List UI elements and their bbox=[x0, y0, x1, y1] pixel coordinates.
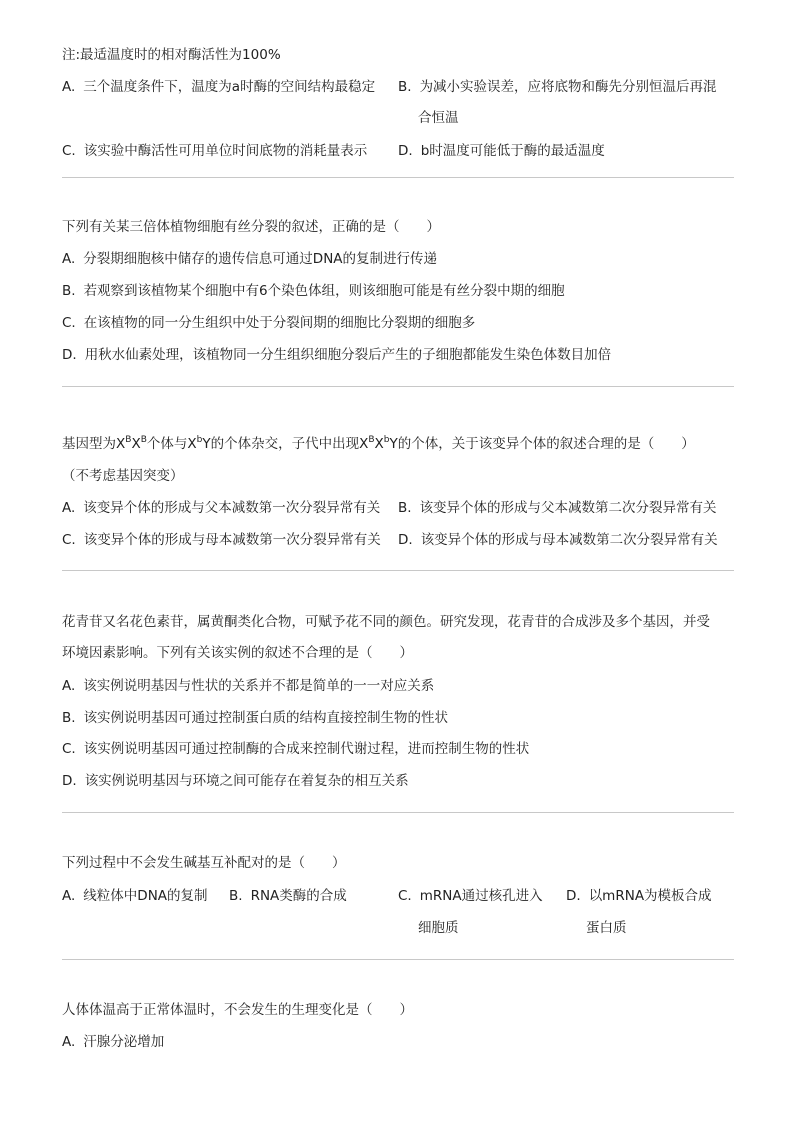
q4-option-b[interactable]: B. RNA类酶的合成 bbox=[229, 888, 347, 904]
q0-option-c[interactable]: C. 该实验中酶活性可用单位时间底物的消耗量表示 bbox=[62, 143, 368, 159]
divider bbox=[62, 570, 734, 571]
q2-option-c[interactable]: C. 该变异个体的形成与母本减数第一次分裂异常有关 bbox=[62, 532, 381, 548]
q3-stem-line1: 花青苷又名花色素苷，属黄酮类化合物，可赋予花不同的颜色。研究发现，花青苷的合成涉及多个基因，并受 bbox=[62, 614, 710, 630]
divider bbox=[62, 812, 734, 813]
divider bbox=[62, 386, 734, 387]
q3-option-b[interactable]: B. 该实例说明基因可通过控制蛋白质的结构直接控制生物的性状 bbox=[62, 710, 449, 726]
q5-stem: 人体体温高于正常体温时，不会发生的生理变化是（ ） bbox=[62, 1002, 413, 1018]
q3-option-c[interactable]: C. 该实例说明基因可通过控制酶的合成来控制代谢过程，进而控制生物的性状 bbox=[62, 741, 530, 757]
q0-option-b-cont: 合恒温 bbox=[418, 110, 459, 126]
q4-option-a[interactable]: A. 线粒体中DNA的复制 bbox=[62, 888, 208, 904]
q4-option-d-cont: 蛋白质 bbox=[586, 920, 627, 936]
q1-option-d[interactable]: D. 用秋水仙素处理，该植物同一分生组织细胞分裂后产生的子细胞都能发生染色体数目加倍 bbox=[62, 347, 612, 363]
q3-option-d[interactable]: D. 该实例说明基因与环境之间可能存在着复杂的相互关系 bbox=[62, 773, 409, 789]
q4-option-d[interactable]: D. 以mRNA为模板合成 bbox=[566, 888, 712, 904]
q0-option-b[interactable]: B. 为减小实验误差，应将底物和酶先分别恒温后再混 bbox=[398, 79, 717, 95]
q2-option-b[interactable]: B. 该变异个体的形成与父本减数第二次分裂异常有关 bbox=[398, 500, 717, 516]
q2-stem: 基因型为$X^BX^B$个体与$X^bY$的个体杂交，子代中出现$X^BX^bY$的个体，关于该变异个体的叙述合理的是（ ） bbox=[62, 435, 695, 452]
q4-option-c-cont: 细胞质 bbox=[418, 920, 459, 936]
q0-note: 注:最适温度时的相对酶活性为100% bbox=[62, 47, 281, 63]
q0-option-a[interactable]: A. 三个温度条件下，温度为a时酶的空间结构最稳定 bbox=[62, 79, 376, 95]
q3-stem-line2: 环境因素影响。下列有关该实例的叙述不合理的是（ ） bbox=[62, 645, 413, 661]
divider bbox=[62, 959, 734, 960]
q5-option-a[interactable]: A. 汗腺分泌增加 bbox=[62, 1034, 165, 1050]
divider bbox=[62, 177, 734, 178]
q4-option-c[interactable]: C. mRNA通过核孔进入 bbox=[398, 888, 543, 904]
q1-stem: 下列有关某三倍体植物细胞有丝分裂的叙述，正确的是（ ） bbox=[62, 219, 440, 235]
q1-option-c[interactable]: C. 在该植物的同一分生组织中处于分裂间期的细胞比分裂期的细胞多 bbox=[62, 315, 476, 331]
q4-stem: 下列过程中不会发生碱基互补配对的是（ ） bbox=[62, 855, 346, 871]
q2-option-d[interactable]: D. 该变异个体的形成与母本减数第二次分裂异常有关 bbox=[398, 532, 718, 548]
q1-option-b[interactable]: B. 若观察到该植物某个细胞中有6个染色体组，则该细胞可能是有丝分裂中期的细胞 bbox=[62, 283, 565, 299]
q0-option-d[interactable]: D. b时温度可能低于酶的最适温度 bbox=[398, 143, 605, 159]
q2-option-a[interactable]: A. 该变异个体的形成与父本减数第一次分裂异常有关 bbox=[62, 500, 381, 516]
q1-option-a[interactable]: A. 分裂期细胞核中储存的遗传信息可通过DNA的复制进行传递 bbox=[62, 251, 438, 267]
q3-option-a[interactable]: A. 该实例说明基因与性状的关系并不都是简单的一一对应关系 bbox=[62, 678, 435, 694]
q2-stem-note: （不考虑基因突变） bbox=[62, 468, 184, 484]
